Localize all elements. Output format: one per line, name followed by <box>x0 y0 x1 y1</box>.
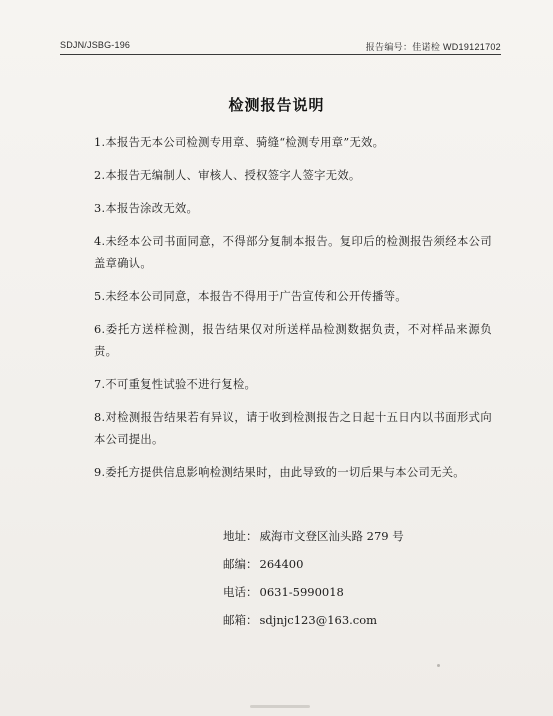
note-item-8: 8.对检测报告结果若有异议，请于收到检测报告之日起十五日内以书面形式向本公司提出。 <box>94 411 492 446</box>
note-item-2: 2.本报告无编制人、审核人、授权签字人签字无效。 <box>94 169 361 182</box>
postcode-label: 邮编： <box>223 557 258 571</box>
page-title: 检测报告说明 <box>228 96 325 114</box>
address-row <box>223 530 404 558</box>
document-code: SDJN/JSBG-196 <box>60 40 131 50</box>
note-item-4: 4.未经本公司书面同意，不得部分复制本报告。复印后的检测报告须经本公司盖章确认。 <box>94 235 492 270</box>
note-item-9: 9.委托方提供信息影响检测结果时，由此导致的一切后果与本公司无关。 <box>94 466 465 479</box>
note-item-3: 3.本报告涂改无效。 <box>94 202 199 215</box>
page-header <box>60 40 501 54</box>
scan-dust-mark <box>437 664 440 667</box>
postcode-row <box>223 558 404 586</box>
phone-row <box>223 586 404 614</box>
scan-smudge-mark <box>250 705 310 708</box>
postcode-value: 264400 <box>259 557 304 571</box>
phone-value: 0631-5990018 <box>259 585 344 599</box>
header-divider <box>60 54 501 55</box>
address-label: 地址： <box>223 529 258 543</box>
note-item-1: 1.本报告无本公司检测专用章、骑缝“检测专用章”无效。 <box>94 136 385 149</box>
report-number: 报告编号：佳诺检 WD19121702 <box>365 42 501 52</box>
email-label: 邮箱： <box>223 613 258 627</box>
phone-label: 电话： <box>223 585 258 599</box>
note-item-7: 7.不可重复性试验不进行复检。 <box>94 378 257 391</box>
address-value: 威海市文登区汕头路 279 号 <box>259 529 404 543</box>
email-value: sdjnjc123@163.com <box>259 613 378 627</box>
note-item-5: 5.未经本公司同意，本报告不得用于广告宣传和公开传播等。 <box>94 290 407 303</box>
email-row <box>223 614 404 642</box>
notes-list <box>94 132 492 495</box>
note-item-6: 6.委托方送样检测，报告结果仅对所送样品检测数据负责，不对样品来源负责。 <box>94 323 492 358</box>
contact-block <box>223 530 404 642</box>
